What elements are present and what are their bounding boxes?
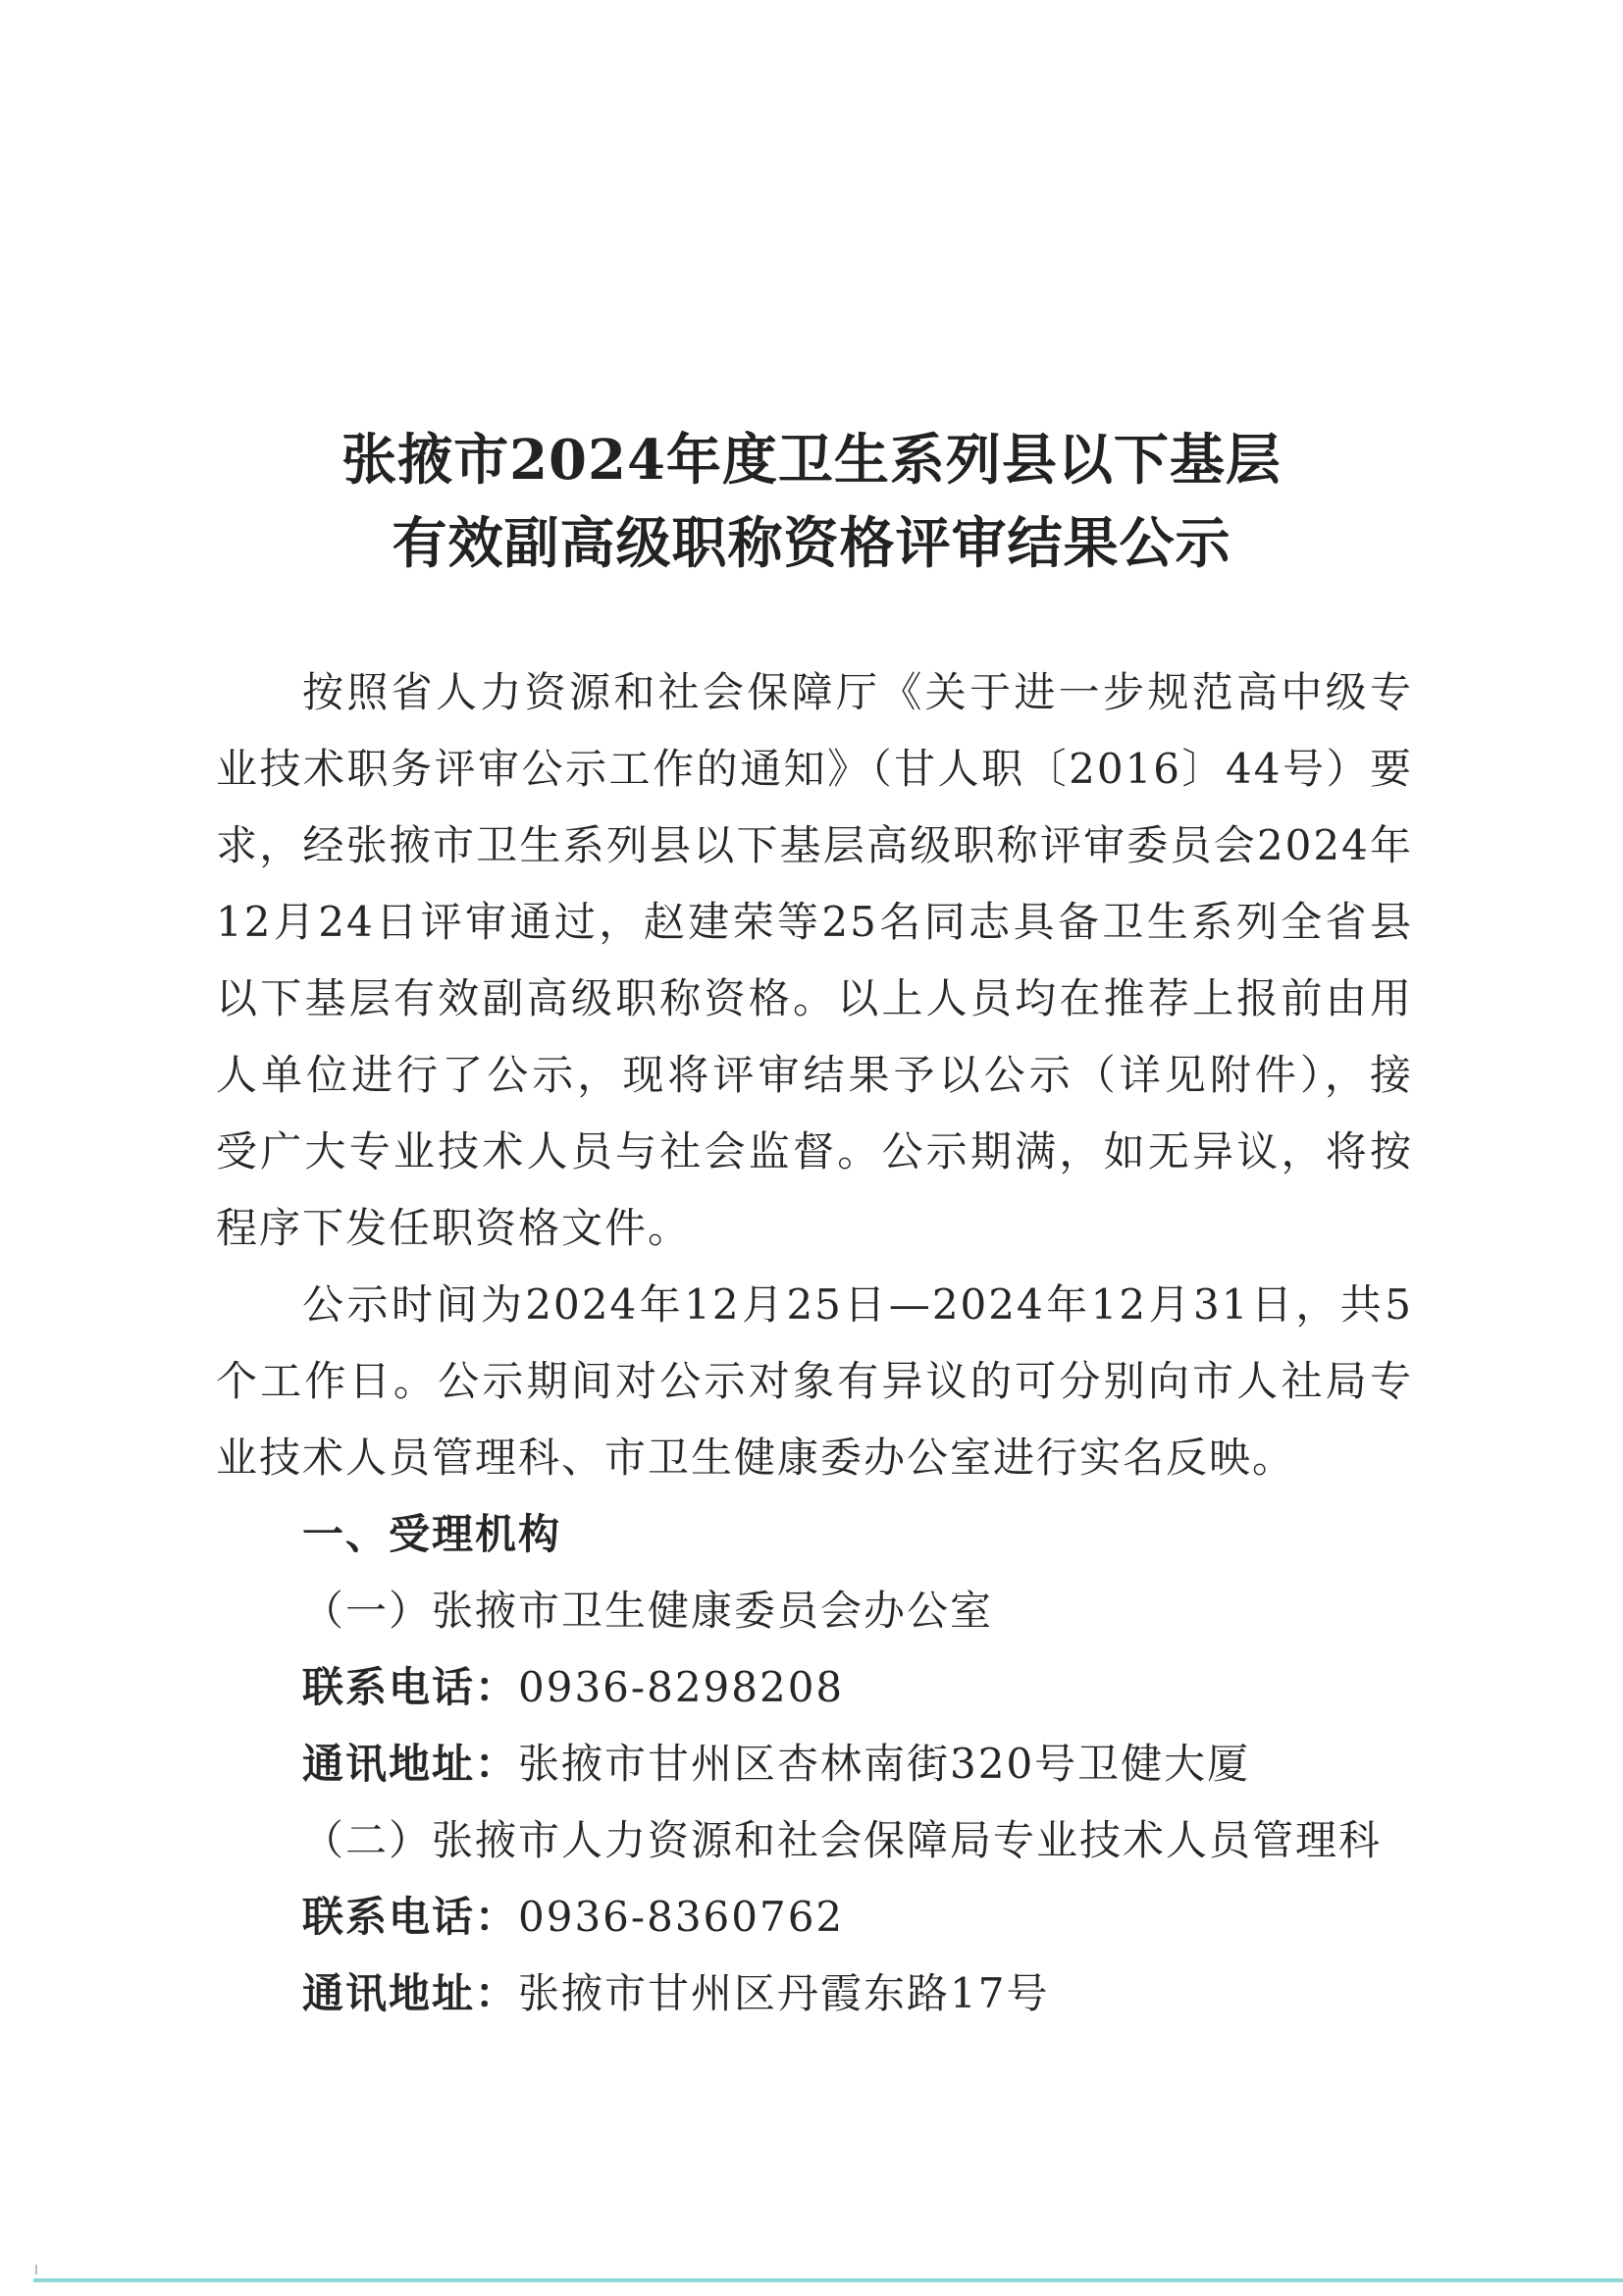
document-title-line-1: 张掖市2024年度卫生系列县以下基层 (341, 428, 1282, 493)
paragraph-line: 业技术职务评审公示工作的通知》（甘人职〔2016〕44号）要 (216, 745, 1413, 793)
phone-label: 联系电话： (302, 1663, 519, 1711)
address-value: 张掖市甘州区丹霞东路17号 (518, 1969, 1050, 2017)
paragraph-line: 业技术人员管理科、市卫生健康委办公室进行实名反映。 (216, 1434, 1296, 1482)
phone-value: 0936-8360762 (518, 1893, 845, 1941)
phone-row (302, 1655, 1413, 1714)
phone-row (302, 1885, 1413, 1944)
section-heading: 一、受理机构 (302, 1510, 562, 1558)
address-label: 通讯地址： (302, 1740, 519, 1788)
phone-value: 0936-8298208 (518, 1663, 845, 1711)
paragraph-line: 以下基层有效副高级职称资格。以上人员均在推荐上报前由用 (216, 974, 1413, 1022)
paragraph-line: 12月24日评审通过，赵建荣等25名同志具备卫生系列全省县 (216, 898, 1413, 946)
phone-label: 联系电话： (302, 1893, 519, 1941)
paragraph-line: 人单位进行了公示，现将评审结果予以公示（详见附件），接 (216, 1051, 1413, 1099)
address-row (302, 1961, 1413, 2020)
address-label: 通讯地址： (302, 1969, 519, 2017)
address-value: 张掖市甘州区杏林南街320号卫健大厦 (518, 1740, 1251, 1788)
document-title-line-2: 有效副高级职称资格评审结果公示 (392, 511, 1231, 576)
address-row (302, 1732, 1413, 1791)
bottom-rule (33, 2278, 1623, 2282)
paragraph-line: 求，经张掖市卫生系列县以下基层高级职称评审委员会2024年 (216, 821, 1413, 869)
paragraph-line: 受广大专业技术人员与社会监督。公示期满，如无异议，将按 (216, 1127, 1413, 1175)
scan-mark (35, 2265, 37, 2274)
paragraph-line: 公示时间为2024年12月25日—2024年12月31日，共5 (302, 1280, 1413, 1329)
org-name: （一）张掖市卫生健康委员会办公室 (302, 1587, 994, 1635)
paragraph-line: 程序下发任职资格文件。 (216, 1204, 692, 1252)
paragraph-line: 个工作日。公示期间对公示对象有异议的可分别向市人社局专 (216, 1357, 1413, 1405)
org-name: （二）张掖市人力资源和社会保障局专业技术人员管理科 (302, 1816, 1383, 1864)
paragraph-line: 按照省人力资源和社会保障厅《关于进一步规范高中级专 (302, 668, 1413, 716)
